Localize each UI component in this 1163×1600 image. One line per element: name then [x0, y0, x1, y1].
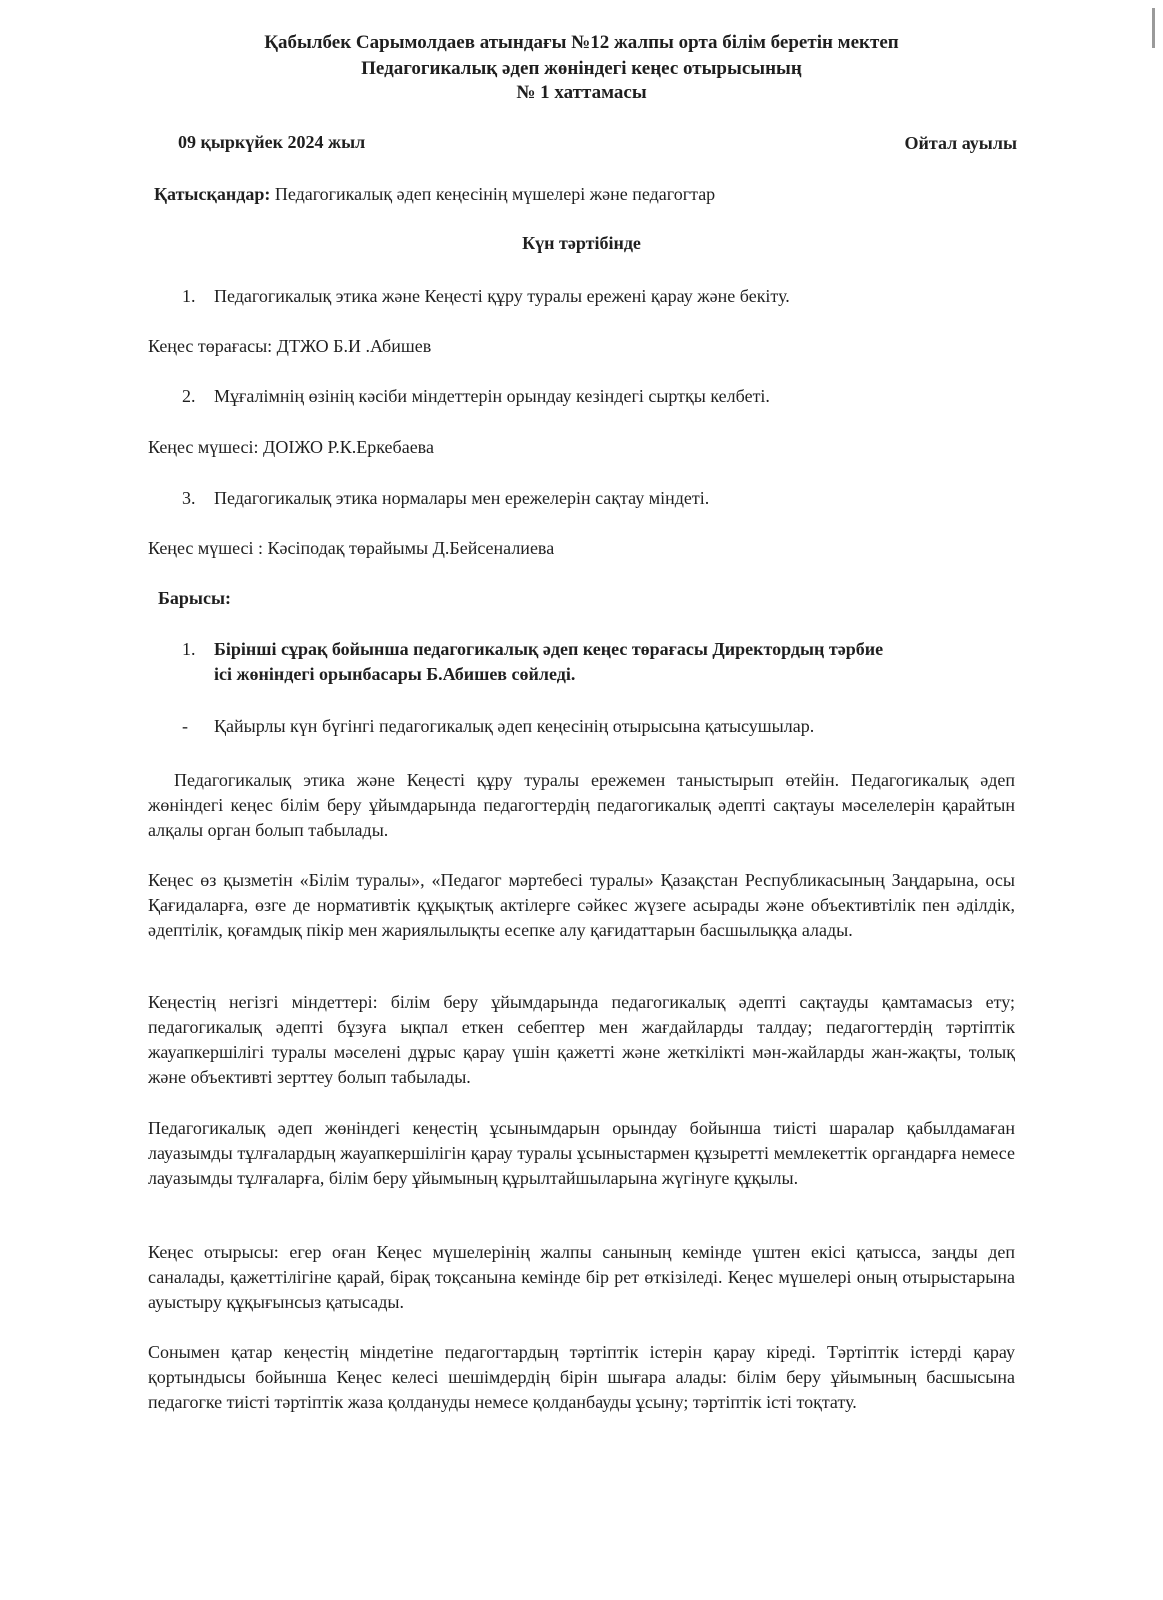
proceedings-item-line-1: Бірінші сұрақ бойынша педагогикалық әдеп кеңес төрағасы Директордың тәрбие	[214, 639, 884, 659]
agenda-item-2-text: Мұғалімнің өзінің кәсіби міндеттерін орындау кезіндегі сыртқы келбеті.	[214, 386, 770, 406]
participants-label: Қатысқандар:	[154, 184, 271, 204]
participants-line	[154, 184, 715, 205]
agenda-item-1-text: Педагогикалық этика және Кеңесті құру туралы ережені қарау және бекіту.	[214, 286, 790, 306]
body-paragraph-4: Педагогикалық әдеп жөніндегі кеңестің ұсынымдарын орындау бойынша тиісті шаралар қабылдамаған лауазымды тұлғалардың жауапкершілігін қарау туралы ұсыныстармен құзыретті мемлекеттік органдарға немесе лауазымды тұлғаларға, білім беру ұйымының құрылтайшыларына жүгінуге құқылы.	[148, 1118, 1015, 1188]
body-paragraph-1: Педагогикалық этика және Кеңесті құру туралы ережемен таныстырып өтейін. Педагогикалық әдеп жөніндегі кеңес білім беру ұйымдарында педагогтердің педагогикалық әдепті сақтауы мәселелерін қарайтын алқалы орган болып табылады.	[148, 770, 1015, 840]
agenda-item-3-text: Педагогикалық этика нормалары мен ережелерін сақтау міндеті.	[214, 488, 710, 508]
agenda-item-2-speaker: Кеңес мүшесі: ДОІЖО Р.К.Еркебаева	[148, 437, 434, 457]
agenda-item-2-number: 2.	[182, 386, 196, 406]
proceedings-item-number: 1.	[182, 639, 196, 659]
body-paragraph-5: Кеңес отырысы: егер оған Кеңес мүшелерінің жалпы санының кемінде үштен екісі қатысса, заңды деп саналады, қажеттілігіне қарай, бірақ тоқсанына кемінде бір рет өткізіледі. Кеңес мүшелері оның отырыстарына ауыстыру құқығынсыз қатысады.	[148, 1242, 1015, 1312]
greeting-dash: -	[182, 716, 188, 736]
meeting-date: 09 қыркүйек 2024 жыл	[178, 132, 366, 152]
proceedings-item-line-2: ісі жөніндегі орынбасары Б.Абишев сөйледі.	[214, 664, 576, 684]
agenda-item-3-number: 3.	[182, 488, 196, 508]
agenda-title: Күн тәртібінде	[522, 233, 641, 253]
body-paragraph-2: Кеңес өз қызметін «Білім туралы», «Педагог мәртебесі туралы» Қазақстан Республикасының Заңдарына, осы Қағидаларға, өзге де нормативтік құқықтық актілерге сәйкес жүзеге асырады және объективтілік пен әділдік, әдептілік, қоғамдық пікір мен жариялылықты есепке алу қағидаттарын басшылыққа алады.	[148, 870, 1015, 940]
proceedings-title: Барысы:	[158, 588, 232, 608]
agenda-item-1-speaker: Кеңес төрағасы: ДТЖО Б.И .Абишев	[148, 336, 432, 356]
protocol-title: № 1 хаттамасы	[516, 82, 647, 103]
agenda-item-3-speaker: Кеңес мүшесі : Кәсіподақ төрайымы Д.Бейсеналиева	[148, 538, 555, 558]
body-paragraph-6: Сонымен қатар кеңестің міндетіне педагогтардың тәртіптік істерін қарау кіреді. Тәртіптік істерді қарау қортындысы бойынша Кеңес келесі шешімдердің бірін шығара алады: білім беру ұйымының басшысына педагогке тиісті тәртіптік жаза қолдануды немесе қолданбауды ұсыну; тәртіптік істі тоқтату.	[148, 1342, 1015, 1412]
body-paragraph-3: Кеңестің негізгі міндеттері: білім беру ұйымдарында педагогикалық әдепті сақтауды қамтамасыз ету; педагогикалық әдепті бұзуға ықпал еткен себептер мен жағдайларды талдау; педагогтердің тәртіптік жауапкершілігі туралы мәселені дұрыс қарау үшін қажетті және жеткілікті мән-жайларды жан-жақты, толық және объективті зерттеу болып табылады.	[148, 992, 1015, 1087]
agenda-item-1-number: 1.	[182, 286, 196, 306]
greeting-text: Қайырлы күн бүгінгі педагогикалық әдеп кеңесінің отырысына қатысушылар.	[214, 716, 815, 736]
participants-text: Педагогикалық әдеп кеңесінің мүшелері және педагогтар	[270, 184, 716, 204]
meeting-place: Ойтал ауылы	[904, 133, 1017, 153]
council-title: Педагогикалық әдеп жөніндегі кеңес отырысының	[361, 58, 802, 79]
school-title: Қабылбек Сарымолдаев атындағы №12 жалпы орта білім беретін мектеп	[264, 32, 899, 53]
